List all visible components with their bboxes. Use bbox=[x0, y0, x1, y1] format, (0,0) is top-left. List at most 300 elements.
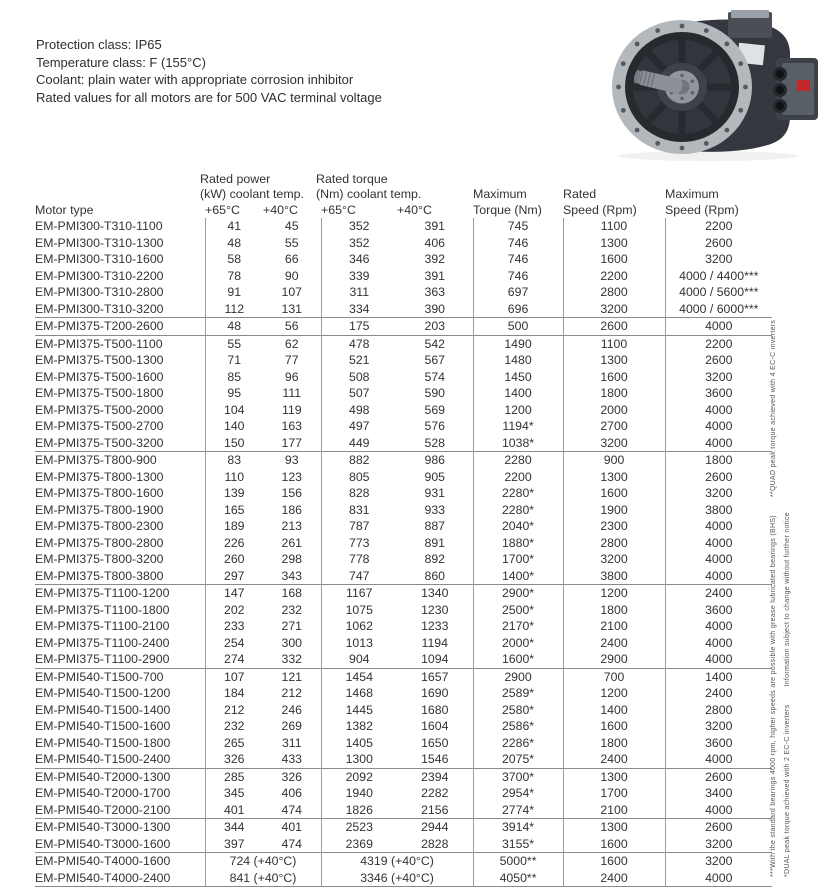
torque-65c-cell: 1454 bbox=[321, 668, 397, 685]
motor-type-cell: EM-PMI375-T200-2600 bbox=[35, 318, 205, 336]
max-torque-cell: 1194* bbox=[473, 418, 563, 435]
rated-speed-cell: 1300 bbox=[563, 352, 665, 369]
motor-type-cell: EM-PMI375-T1100-2400 bbox=[35, 635, 170, 650]
rated-speed-cell: 1300 bbox=[563, 768, 665, 785]
max-speed-cell: 4000 bbox=[665, 635, 772, 652]
power-65c-cell: 110 bbox=[205, 469, 263, 486]
max-torque-cell: 2954* bbox=[473, 785, 563, 802]
max-torque-cell: 1480 bbox=[473, 352, 563, 369]
motor-type-cell: EM-PMI375-T500-1800 bbox=[35, 386, 164, 400]
motor-type-cell: EM-PMI540-T1500-1800 bbox=[35, 735, 171, 750]
motor-type-cell: EM-PMI375-T500-2000 bbox=[35, 402, 164, 417]
table-row bbox=[35, 568, 772, 585]
power-65c-cell: 254 bbox=[205, 635, 263, 652]
motor-type-cell: EM-PMI300-T310-2200 bbox=[35, 268, 164, 283]
torque-65c-cell: 352 bbox=[321, 235, 397, 252]
power-65c-cell: 41 bbox=[205, 218, 263, 235]
col-header-max-speed-line2: Speed (Rpm) bbox=[665, 203, 739, 217]
max-torque-cell: 4050** bbox=[473, 870, 563, 887]
power-40c-cell: 96 bbox=[284, 369, 299, 384]
rated-speed-cell: 1700 bbox=[563, 785, 665, 802]
motor-type-cell: EM-PMI540-T4000-2400 bbox=[35, 870, 205, 887]
power-65c-cell: 226 bbox=[205, 535, 263, 552]
max-speed-cell: 3800 bbox=[665, 502, 772, 519]
motor-type-cell: EM-PMI540-T2000-1300 bbox=[35, 768, 205, 785]
max-speed-cell: 4000 bbox=[665, 535, 772, 552]
table-row bbox=[35, 318, 772, 336]
max-speed-cell: 4000 bbox=[665, 568, 772, 585]
power-40c-cell: 119 bbox=[281, 402, 302, 417]
power-65c-cell: 233 bbox=[205, 618, 263, 635]
col-header-max-torque-line2: Torque (Nm) bbox=[473, 203, 542, 217]
power-40c-cell: 212 bbox=[281, 686, 303, 700]
max-speed-cell: 4000 bbox=[665, 551, 772, 568]
motor-type-cell: EM-PMI375-T800-3800 bbox=[35, 568, 164, 583]
motor-type-cell: EM-PMI540-T4000-1600 bbox=[35, 853, 205, 870]
power-40c-cell: 298 bbox=[281, 552, 303, 566]
rated-speed-cell: 2400 bbox=[563, 635, 665, 652]
spec-table-body bbox=[35, 218, 772, 887]
max-speed-cell: 3200 bbox=[665, 251, 772, 268]
power-40c-cell: 90 bbox=[284, 268, 299, 283]
power-65c-cell: 297 bbox=[205, 568, 263, 585]
rated-speed-cell: 1800 bbox=[563, 602, 665, 619]
table-row bbox=[35, 602, 772, 619]
table-row bbox=[35, 385, 772, 402]
power-65c-cell: 401 bbox=[205, 802, 263, 819]
max-torque-cell: 746 bbox=[473, 251, 563, 268]
max-speed-cell: 1400 bbox=[665, 668, 772, 685]
power-65c-cell: 344 bbox=[205, 819, 263, 836]
table-row bbox=[35, 685, 772, 702]
table-row bbox=[35, 402, 772, 419]
max-speed-cell: 4000 bbox=[665, 318, 772, 336]
torque-65c-cell: 4319 (+40°C) bbox=[321, 853, 473, 870]
max-torque-cell: 2900* bbox=[473, 585, 563, 602]
rated-speed-cell: 1600 bbox=[563, 251, 665, 268]
max-speed-cell: 1800 bbox=[665, 452, 772, 469]
motor-type-cell: EM-PMI375-T1100-2900 bbox=[35, 652, 170, 666]
max-speed-cell: 2600 bbox=[665, 469, 772, 486]
side-footnote-bearings-quad: ***With the standard bearings 4000 rpm, higher speeds are possible with grease lubricated bearings (BHS) **QUAD peak torque achieved with 4 EC-C inverters bbox=[770, 319, 777, 877]
torque-40c-cell: 1690 bbox=[421, 686, 449, 700]
power-65c-cell: 48 bbox=[205, 235, 263, 252]
col-header-power-40c: +40°C bbox=[263, 203, 298, 217]
power-40c-cell: 300 bbox=[281, 635, 303, 650]
motor-type-cell: EM-PMI375-T500-3200 bbox=[35, 435, 164, 450]
max-torque-cell: 746 bbox=[473, 268, 563, 285]
power-40c-cell: 406 bbox=[281, 786, 303, 800]
rated-speed-cell: 1800 bbox=[563, 385, 665, 402]
power-40c-cell: 401 bbox=[263, 819, 321, 836]
torque-40c-cell: 574 bbox=[424, 369, 446, 384]
max-torque-cell: 1880* bbox=[473, 535, 563, 552]
rated-speed-cell: 1100 bbox=[563, 335, 665, 352]
power-65c-cell: 260 bbox=[205, 551, 263, 568]
max-torque-cell: 2280* bbox=[473, 485, 563, 502]
table-row bbox=[35, 668, 772, 685]
motor-type-cell: EM-PMI300-T310-1300 bbox=[35, 235, 164, 250]
motor-type-cell: EM-PMI375-T1100-1200 bbox=[35, 585, 205, 602]
table-row bbox=[35, 768, 772, 785]
power-65c-cell: 397 bbox=[205, 836, 263, 853]
power-65c-cell: 58 bbox=[205, 251, 263, 268]
max-torque-cell: 1600* bbox=[473, 651, 563, 668]
power-65c-cell: 232 bbox=[205, 718, 263, 735]
torque-40c-cell: 1233 bbox=[421, 619, 449, 633]
motor-type-cell: EM-PMI540-T3000-1600 bbox=[35, 836, 171, 851]
spec-table-header bbox=[35, 172, 772, 218]
col-header-max-torque-line1: Maximum bbox=[473, 187, 527, 201]
power-65c-cell: 85 bbox=[205, 369, 263, 386]
torque-65c-cell: 507 bbox=[321, 385, 397, 402]
rated-speed-cell: 1400 bbox=[563, 702, 665, 719]
motor-type-cell: EM-PMI540-T2000-1700 bbox=[35, 786, 171, 800]
max-torque-cell: 2280 bbox=[473, 452, 563, 469]
torque-65c-cell: 521 bbox=[321, 352, 397, 369]
torque-40c-cell: 1340 bbox=[397, 585, 473, 602]
torque-40c-cell: 1604 bbox=[421, 719, 449, 733]
torque-40c-cell: 390 bbox=[424, 301, 446, 316]
power-65c-cell: 112 bbox=[205, 301, 263, 318]
power-40c-cell: 45 bbox=[284, 219, 299, 233]
torque-40c-cell: 2394 bbox=[397, 768, 473, 785]
torque-65c-cell: 1382 bbox=[321, 718, 397, 735]
torque-65c-cell: 497 bbox=[321, 418, 397, 435]
max-torque-cell: 2040* bbox=[473, 518, 563, 535]
max-torque-cell: 1200 bbox=[473, 402, 563, 419]
torque-40c-cell: 2944 bbox=[397, 819, 473, 836]
power-65c-cell: 326 bbox=[205, 751, 263, 768]
rated-speed-cell: 2200 bbox=[563, 268, 665, 285]
max-speed-cell: 4000 bbox=[665, 651, 772, 668]
rated-speed-cell: 2800 bbox=[563, 284, 665, 301]
torque-40c-cell: 986 bbox=[397, 452, 473, 469]
rated-speed-cell: 3200 bbox=[563, 551, 665, 568]
info-line-coolant: Coolant: plain water with appropriate corrosion inhibitor bbox=[36, 72, 354, 87]
table-row bbox=[35, 785, 772, 802]
table-row bbox=[35, 335, 772, 352]
power-65c-cell: 83 bbox=[205, 452, 263, 469]
table-row bbox=[35, 718, 772, 735]
torque-65c-cell: 2369 bbox=[321, 836, 397, 853]
max-torque-cell: 2200 bbox=[473, 469, 563, 486]
rated-speed-cell: 2000 bbox=[563, 402, 665, 419]
motor-type-cell: EM-PMI540-T2000-2100 bbox=[35, 802, 171, 817]
power-40c-cell: 156 bbox=[281, 486, 303, 500]
rated-speed-cell: 3200 bbox=[563, 301, 665, 318]
rated-speed-cell: 1800 bbox=[563, 735, 665, 752]
power-40c-cell: 66 bbox=[284, 252, 299, 266]
power-65c-cell: 202 bbox=[205, 602, 263, 619]
table-row bbox=[35, 518, 772, 535]
motor-type-cell: EM-PMI375-T800-3200 bbox=[35, 552, 164, 566]
side-footnote-dual-info: *DUAL peak torque achieved with 2 EC-C inverters Information subject to change without further notice bbox=[784, 512, 791, 877]
torque-65c-cell: 1013 bbox=[321, 635, 397, 652]
motor-type-cell: EM-PMI375-T800-2800 bbox=[35, 535, 164, 550]
max-speed-cell: 3200 bbox=[665, 836, 772, 853]
max-torque-cell: 2586* bbox=[473, 718, 563, 735]
power-40c-cell: 311 bbox=[281, 735, 302, 750]
power-40c-cell: 121 bbox=[263, 668, 321, 685]
info-line-rated-values: Rated values for all motors are for 500 VAC terminal voltage bbox=[36, 89, 382, 105]
torque-65c-cell: 1405 bbox=[321, 735, 397, 752]
max-speed-cell: 2400 bbox=[665, 685, 772, 702]
power-40c-cell: 269 bbox=[281, 719, 303, 733]
motor-type-cell: EM-PMI375-T500-2700 bbox=[35, 419, 164, 433]
torque-40c-cell: 203 bbox=[397, 318, 473, 336]
max-torque-cell: 1400* bbox=[473, 568, 563, 585]
power-40c-cell: 326 bbox=[263, 768, 321, 785]
max-speed-cell: 4000 bbox=[665, 518, 772, 535]
motor-type-cell: EM-PMI300-T310-1600 bbox=[35, 252, 164, 266]
col-header-rated-speed-line1: Rated bbox=[563, 187, 597, 201]
power-65c-cell: 345 bbox=[205, 785, 263, 802]
torque-40c-cell: 892 bbox=[424, 552, 446, 566]
max-speed-cell: 2600 bbox=[665, 768, 772, 785]
motor-type-cell: EM-PMI540-T1500-1600 bbox=[35, 719, 171, 733]
rated-speed-cell: 1600 bbox=[563, 485, 665, 502]
max-speed-cell: 2200 bbox=[665, 335, 772, 352]
max-speed-cell: 4000 / 5600*** bbox=[665, 284, 772, 301]
motor-type-cell: EM-PMI375-T800-1600 bbox=[35, 486, 164, 500]
motor-type-cell: EM-PMI300-T310-2800 bbox=[35, 285, 164, 299]
power-65c-cell: 139 bbox=[205, 485, 263, 502]
torque-65c-cell: 773 bbox=[321, 535, 397, 552]
max-torque-cell: 500 bbox=[473, 318, 563, 336]
torque-65c-cell: 805 bbox=[321, 469, 397, 486]
col-header-rated-torque-sub: (Nm) coolant temp. bbox=[316, 187, 422, 201]
power-40c-cell: 332 bbox=[281, 652, 303, 666]
power-65c-cell: 150 bbox=[205, 435, 263, 452]
power-65c-cell: 841 (+40°C) bbox=[205, 870, 321, 887]
max-torque-cell: 3155* bbox=[473, 836, 563, 853]
table-row bbox=[35, 268, 772, 285]
torque-65c-cell: 747 bbox=[321, 568, 397, 585]
power-40c-cell: 77 bbox=[284, 353, 299, 367]
rated-speed-cell: 2100 bbox=[563, 618, 665, 635]
max-torque-cell: 746 bbox=[473, 235, 563, 252]
max-torque-cell: 3914* bbox=[473, 819, 563, 836]
col-header-rated-power-sub: (kW) coolant temp. bbox=[200, 187, 304, 201]
torque-40c-cell: 1194 bbox=[421, 635, 448, 650]
table-row bbox=[35, 418, 772, 435]
power-40c-cell: 123 bbox=[281, 469, 303, 484]
table-row bbox=[35, 819, 772, 836]
max-speed-cell: 3200 bbox=[665, 485, 772, 502]
rated-speed-cell: 1900 bbox=[563, 502, 665, 519]
torque-40c-cell: 1650 bbox=[421, 735, 449, 750]
power-65c-cell: 285 bbox=[205, 768, 263, 785]
max-torque-cell: 2774* bbox=[473, 802, 563, 819]
max-torque-cell: 2580* bbox=[473, 702, 563, 719]
table-row bbox=[35, 235, 772, 252]
torque-65c-cell: 449 bbox=[321, 435, 397, 452]
max-speed-cell: 3600 bbox=[665, 735, 772, 752]
torque-40c-cell: 576 bbox=[424, 419, 446, 433]
rated-speed-cell: 700 bbox=[563, 668, 665, 685]
max-speed-cell: 4000 bbox=[665, 618, 772, 635]
col-header-rated-speed-line2: Speed (Rpm) bbox=[563, 203, 637, 217]
table-row bbox=[35, 802, 772, 819]
rated-speed-cell: 2100 bbox=[563, 802, 665, 819]
max-speed-cell: 3200 bbox=[665, 853, 772, 870]
max-speed-cell: 2800 bbox=[665, 702, 772, 719]
power-65c-cell: 212 bbox=[205, 702, 263, 719]
torque-65c-cell: 508 bbox=[321, 369, 397, 386]
torque-40c-cell: 391 bbox=[424, 268, 446, 283]
max-torque-cell: 2500* bbox=[473, 602, 563, 619]
power-65c-cell: 104 bbox=[205, 402, 263, 419]
torque-40c-cell: 1657 bbox=[397, 668, 473, 685]
torque-65c-cell: 787 bbox=[321, 518, 397, 535]
torque-65c-cell: 1468 bbox=[321, 685, 397, 702]
table-row bbox=[35, 284, 772, 301]
power-40c-cell: 56 bbox=[263, 318, 321, 336]
power-65c-cell: 147 bbox=[205, 585, 263, 602]
max-speed-cell: 4000 bbox=[665, 435, 772, 452]
torque-40c-cell: 1230 bbox=[421, 602, 449, 617]
motor-type-cell: EM-PMI375-T500-1300 bbox=[35, 353, 164, 367]
max-torque-cell: 745 bbox=[473, 218, 563, 235]
max-torque-cell: 5000** bbox=[473, 853, 563, 870]
torque-40c-cell: 528 bbox=[424, 435, 446, 450]
table-row bbox=[35, 369, 772, 386]
max-torque-cell: 696 bbox=[473, 301, 563, 318]
torque-65c-cell: 334 bbox=[321, 301, 397, 318]
table-row bbox=[35, 651, 772, 668]
motor-type-cell: EM-PMI375-T1100-1800 bbox=[35, 602, 170, 617]
col-header-rated-power-title: Rated power bbox=[200, 172, 271, 186]
max-torque-cell: 3700* bbox=[473, 768, 563, 785]
torque-65c-cell: 478 bbox=[321, 335, 397, 352]
power-40c-cell: 474 bbox=[281, 802, 303, 817]
power-65c-cell: 165 bbox=[205, 502, 263, 519]
max-torque-cell: 2589* bbox=[473, 685, 563, 702]
power-65c-cell: 265 bbox=[205, 735, 263, 752]
rated-speed-cell: 3800 bbox=[563, 568, 665, 585]
max-torque-cell: 697 bbox=[473, 284, 563, 301]
max-torque-cell: 1490 bbox=[473, 335, 563, 352]
power-65c-cell: 274 bbox=[205, 651, 263, 668]
table-row bbox=[35, 836, 772, 853]
power-65c-cell: 184 bbox=[205, 685, 263, 702]
power-40c-cell: 62 bbox=[263, 335, 321, 352]
table-row bbox=[35, 485, 772, 502]
rated-speed-cell: 1200 bbox=[563, 585, 665, 602]
rated-speed-cell: 2700 bbox=[563, 418, 665, 435]
power-40c-cell: 131 bbox=[281, 301, 303, 316]
table-row bbox=[35, 502, 772, 519]
rated-speed-cell: 2800 bbox=[563, 535, 665, 552]
motor-type-cell: EM-PMI300-T310-3200 bbox=[35, 301, 164, 316]
table-row bbox=[35, 751, 772, 768]
max-torque-cell: 2900 bbox=[473, 668, 563, 685]
table-row bbox=[35, 251, 772, 268]
rated-speed-cell: 1600 bbox=[563, 836, 665, 853]
power-40c-cell: 343 bbox=[281, 568, 303, 583]
motor-type-cell: EM-PMI540-T1500-700 bbox=[35, 668, 205, 685]
power-40c-cell: 111 bbox=[282, 386, 302, 400]
torque-40c-cell: 2828 bbox=[421, 836, 449, 851]
power-40c-cell: 168 bbox=[263, 585, 321, 602]
torque-40c-cell: 891 bbox=[424, 535, 446, 550]
max-speed-cell: 3600 bbox=[665, 385, 772, 402]
max-speed-cell: 2600 bbox=[665, 352, 772, 369]
torque-40c-cell: 363 bbox=[424, 285, 446, 299]
torque-65c-cell: 1075 bbox=[321, 602, 397, 619]
power-40c-cell: 261 bbox=[281, 535, 303, 550]
torque-40c-cell: 905 bbox=[424, 469, 446, 484]
torque-40c-cell: 1680 bbox=[421, 702, 449, 717]
motor-type-cell: EM-PMI375-T800-900 bbox=[35, 452, 205, 469]
torque-40c-cell: 1094 bbox=[421, 652, 449, 666]
col-header-torque-65c: +65°C bbox=[321, 203, 356, 217]
max-speed-cell: 2200 bbox=[665, 218, 772, 235]
table-row bbox=[35, 218, 772, 235]
rated-speed-cell: 900 bbox=[563, 452, 665, 469]
torque-65c-cell: 778 bbox=[321, 551, 397, 568]
torque-65c-cell: 882 bbox=[321, 452, 397, 469]
rated-speed-cell: 1300 bbox=[563, 469, 665, 486]
max-torque-cell: 2075* bbox=[473, 751, 563, 768]
table-row bbox=[35, 352, 772, 369]
table-row bbox=[35, 870, 772, 887]
table-row bbox=[35, 301, 772, 318]
torque-65c-cell: 1445 bbox=[321, 702, 397, 719]
torque-65c-cell: 831 bbox=[321, 502, 397, 519]
max-torque-cell: 2280* bbox=[473, 502, 563, 519]
torque-40c-cell: 2282 bbox=[421, 786, 449, 800]
rated-speed-cell: 2400 bbox=[563, 751, 665, 768]
spacer-cell bbox=[563, 172, 665, 187]
torque-40c-cell: 391 bbox=[424, 219, 446, 233]
torque-65c-cell: 3346 (+40°C) bbox=[321, 870, 473, 887]
col-header-max-speed-line1: Maximum bbox=[665, 187, 719, 201]
motor-type-cell: EM-PMI540-T1500-2400 bbox=[35, 752, 171, 766]
torque-40c-cell: 406 bbox=[424, 235, 446, 250]
power-65c-cell: 189 bbox=[205, 518, 263, 535]
col-header-motor-type: Motor type bbox=[35, 203, 94, 217]
rated-speed-cell: 2600 bbox=[563, 318, 665, 336]
torque-65c-cell: 346 bbox=[321, 251, 397, 268]
max-torque-cell: 1700* bbox=[473, 551, 563, 568]
power-65c-cell: 724 (+40°C) bbox=[205, 853, 321, 870]
motor-type-cell: EM-PMI375-T800-1900 bbox=[35, 502, 164, 517]
rated-speed-cell: 2900 bbox=[563, 651, 665, 668]
table-row bbox=[35, 635, 772, 652]
rated-speed-cell: 2400 bbox=[563, 870, 665, 887]
motor-product-photo bbox=[600, 10, 825, 162]
table-row bbox=[35, 735, 772, 752]
torque-65c-cell: 1940 bbox=[321, 785, 397, 802]
torque-40c-cell: 542 bbox=[397, 335, 473, 352]
max-speed-cell: 4000 / 4400*** bbox=[665, 268, 772, 285]
power-40c-cell: 107 bbox=[281, 285, 303, 299]
motor-type-cell: EM-PMI375-T500-1100 bbox=[35, 335, 205, 352]
torque-65c-cell: 1167 bbox=[321, 585, 397, 602]
torque-65c-cell: 1062 bbox=[321, 618, 397, 635]
power-40c-cell: 232 bbox=[281, 602, 303, 617]
max-speed-cell: 3400 bbox=[665, 785, 772, 802]
max-speed-cell: 4000 bbox=[665, 802, 772, 819]
torque-40c-cell: 860 bbox=[424, 568, 446, 583]
max-speed-cell: 4000 bbox=[665, 418, 772, 435]
table-row bbox=[35, 618, 772, 635]
table-row bbox=[35, 585, 772, 602]
torque-65c-cell: 339 bbox=[321, 268, 397, 285]
max-torque-cell: 2286* bbox=[473, 735, 563, 752]
